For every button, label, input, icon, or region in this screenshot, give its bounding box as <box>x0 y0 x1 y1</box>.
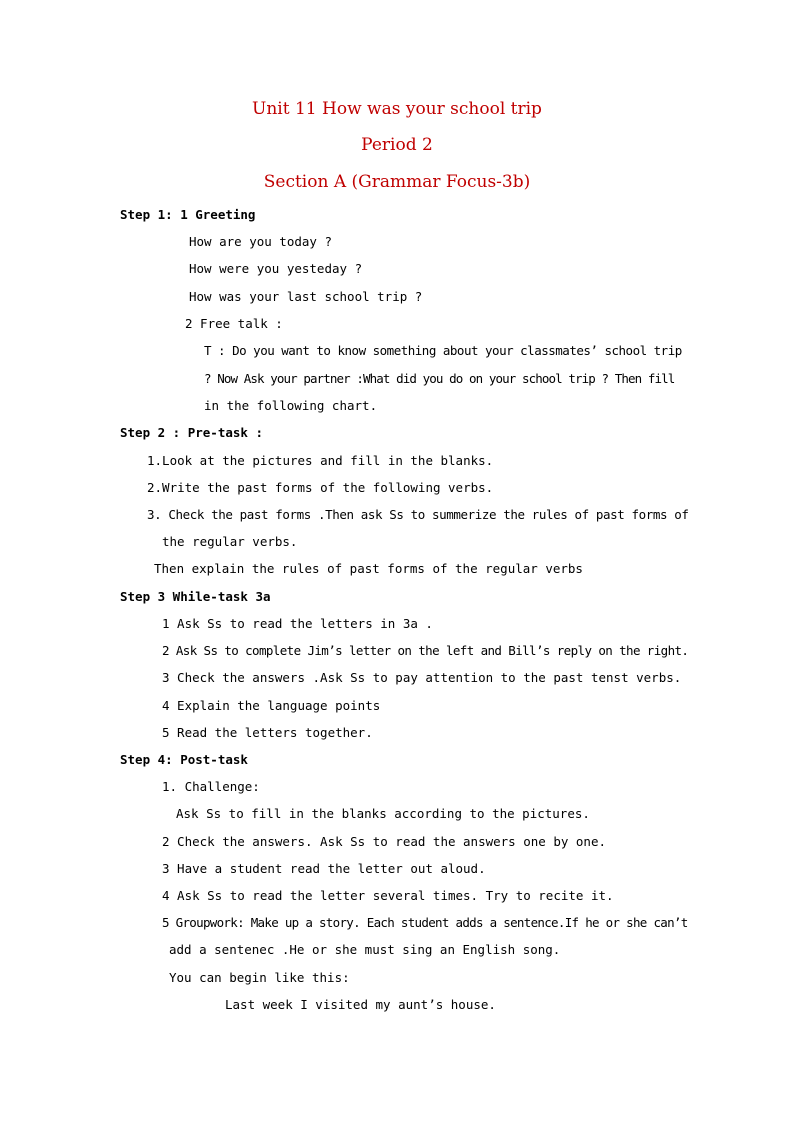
step2-line: 3. Check the past forms .Then ask Ss to summerize the rules of past forms of <box>147 507 689 522</box>
document-title: Unit 11 How was your school trip <box>252 99 542 119</box>
step1-line: How are you today ? <box>189 234 332 249</box>
step4-line: Ask Ss to fill in the blanks according to the pictures. <box>176 806 590 821</box>
step4-line: 4 Ask Ss to read the letter several times. Try to recite it. <box>162 888 614 903</box>
step3-line: 1 Ask Ss to read the letters in 3a . <box>162 616 433 631</box>
step2-line: the regular verbs. <box>162 534 298 549</box>
step4-line: Last week I visited my aunt’s house. <box>225 997 496 1012</box>
step4-line: You can begin like this: <box>169 970 350 985</box>
step1-heading: Step 1: 1 Greeting <box>120 207 256 222</box>
step4-line: 5 Groupwork: Make up a story. Each student adds a sentence.If he or she can’t <box>162 915 688 930</box>
step4-line: 3 Have a student read the letter out aloud. <box>162 861 486 876</box>
period-label: Period 2 <box>361 135 433 155</box>
step4-line: 1. Challenge: <box>162 779 260 794</box>
step1-line: How were you yesteday ? <box>189 261 363 276</box>
step2-heading: Step 2 : Pre-task : <box>120 425 263 440</box>
step1-line: in the following chart. <box>204 398 378 413</box>
step3-line: 5 Read the letters together. <box>162 725 373 740</box>
section-label: Section A (Grammar Focus-3b) <box>263 172 531 192</box>
step4-heading: Step 4: Post-task <box>120 752 248 767</box>
step3-heading: Step 3 While-task 3a <box>120 589 271 604</box>
step1-line: 2 Free talk : <box>185 316 283 331</box>
step2-line: 1.Look at the pictures and fill in the blanks. <box>147 453 494 468</box>
step1-line: How was your last school trip ? <box>189 289 423 304</box>
step2-line: 2.Write the past forms of the following verbs. <box>147 480 494 495</box>
step3-line: 2 Ask Ss to complete Jim’s letter on the left and Bill’s reply on the right. <box>162 643 689 658</box>
step1-line: T : Do you want to know something about your classmates’ school trip <box>204 343 682 358</box>
step3-line: 3 Check the answers .Ask Ss to pay attention to the past tenst verbs. <box>162 670 682 685</box>
step4-line: 2 Check the answers. Ask Ss to read the answers one by one. <box>162 834 607 849</box>
step1-line: ? Now Ask your partner :What did you do on your school trip ? Then fill <box>204 371 675 386</box>
step3-line: 4 Explain the language points <box>162 698 381 713</box>
step4-line: add a sentenec .He or she must sing an English song. <box>169 942 561 957</box>
step2-line: Then explain the rules of past forms of the regular verbs <box>154 561 583 576</box>
